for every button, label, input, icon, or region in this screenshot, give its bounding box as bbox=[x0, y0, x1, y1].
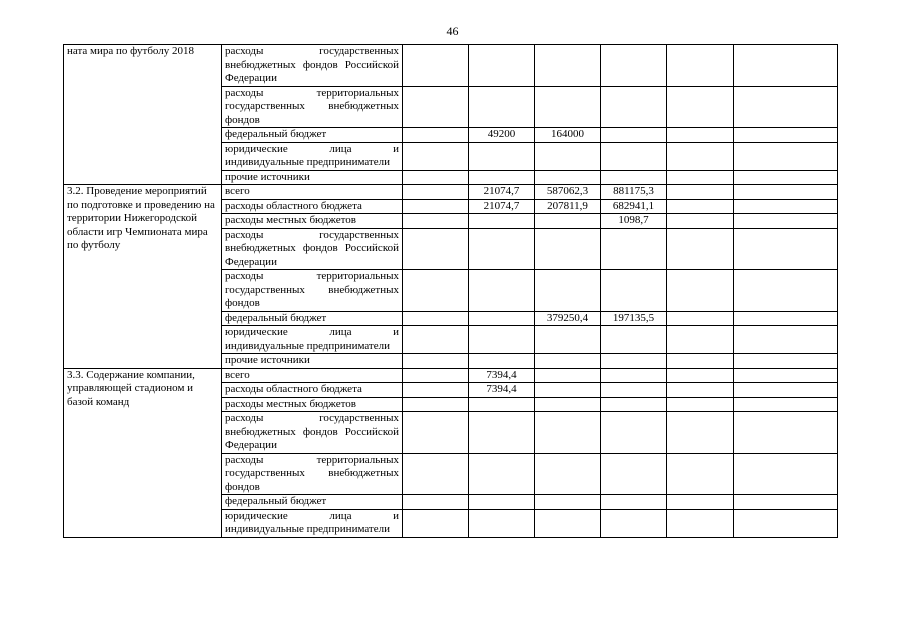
amount-cell: 21074,7 bbox=[469, 185, 535, 200]
amount-cell bbox=[403, 453, 469, 495]
amount-cell: 682941,1 bbox=[601, 199, 667, 214]
amount-cell bbox=[601, 228, 667, 270]
amount-cell bbox=[535, 214, 601, 229]
amount-cell bbox=[403, 128, 469, 143]
funding-source-cell: юридические лица и индивидуальные предприниматели bbox=[222, 142, 403, 170]
activity-cell: 3.3. Содержание компании, управляющей стадионом и базой команд bbox=[64, 368, 222, 537]
amount-cell bbox=[601, 326, 667, 354]
amount-cell bbox=[601, 170, 667, 185]
amount-cell bbox=[734, 86, 838, 128]
amount-cell bbox=[469, 311, 535, 326]
amount-cell bbox=[667, 128, 734, 143]
amount-cell bbox=[535, 326, 601, 354]
amount-cell bbox=[667, 495, 734, 510]
amount-cell: 7394,4 bbox=[469, 368, 535, 383]
amount-cell bbox=[469, 326, 535, 354]
funding-source-cell: расходы областного бюджета bbox=[222, 383, 403, 398]
amount-cell bbox=[403, 142, 469, 170]
amount-cell: 587062,3 bbox=[535, 185, 601, 200]
funding-source-cell: федеральный бюджет bbox=[222, 311, 403, 326]
funding-source-cell: расходы государственных внебюджетных фондов Российской Федерации bbox=[222, 412, 403, 454]
amount-cell bbox=[601, 453, 667, 495]
amount-cell bbox=[403, 199, 469, 214]
amount-cell: 881175,3 bbox=[601, 185, 667, 200]
amount-cell bbox=[667, 368, 734, 383]
amount-cell bbox=[601, 45, 667, 87]
amount-cell bbox=[469, 397, 535, 412]
amount-cell bbox=[734, 311, 838, 326]
funding-source-cell: юридические лица и индивидуальные предприниматели bbox=[222, 509, 403, 537]
amount-cell bbox=[601, 397, 667, 412]
amount-cell bbox=[601, 86, 667, 128]
amount-cell bbox=[734, 354, 838, 369]
amount-cell bbox=[667, 397, 734, 412]
amount-cell bbox=[734, 185, 838, 200]
amount-cell bbox=[601, 270, 667, 312]
amount-cell bbox=[403, 228, 469, 270]
amount-cell: 7394,4 bbox=[469, 383, 535, 398]
amount-cell bbox=[667, 412, 734, 454]
amount-cell bbox=[403, 383, 469, 398]
funding-source-cell: всего bbox=[222, 368, 403, 383]
funding-source-cell: федеральный бюджет bbox=[222, 128, 403, 143]
amount-cell bbox=[734, 412, 838, 454]
amount-cell bbox=[535, 354, 601, 369]
amount-cell bbox=[667, 45, 734, 87]
amount-cell bbox=[469, 354, 535, 369]
amount-cell bbox=[403, 214, 469, 229]
amount-cell bbox=[734, 453, 838, 495]
amount-cell bbox=[469, 412, 535, 454]
amount-cell bbox=[667, 228, 734, 270]
amount-cell bbox=[403, 509, 469, 537]
amount-cell bbox=[667, 311, 734, 326]
amount-cell bbox=[734, 214, 838, 229]
activity-cell: ната мира по футболу 2018 bbox=[64, 45, 222, 185]
amount-cell bbox=[734, 397, 838, 412]
amount-cell bbox=[403, 86, 469, 128]
amount-cell bbox=[535, 45, 601, 87]
amount-cell bbox=[734, 228, 838, 270]
table-body bbox=[64, 45, 838, 538]
amount-cell bbox=[535, 142, 601, 170]
funding-source-cell: расходы местных бюджетов bbox=[222, 214, 403, 229]
amount-cell bbox=[734, 142, 838, 170]
amount-cell bbox=[403, 170, 469, 185]
amount-cell bbox=[667, 86, 734, 128]
amount-cell bbox=[403, 397, 469, 412]
funding-source-cell: расходы территориальных государственных внебюджетных фондов bbox=[222, 86, 403, 128]
amount-cell bbox=[535, 270, 601, 312]
amount-cell bbox=[601, 509, 667, 537]
amount-cell bbox=[469, 509, 535, 537]
funding-source-cell: расходы государственных внебюджетных фондов Российской Федерации bbox=[222, 45, 403, 87]
amount-cell bbox=[667, 383, 734, 398]
amount-cell bbox=[734, 270, 838, 312]
amount-cell bbox=[601, 495, 667, 510]
funding-source-cell: прочие источники bbox=[222, 354, 403, 369]
amount-cell bbox=[734, 199, 838, 214]
table-row bbox=[64, 368, 838, 383]
amount-cell bbox=[667, 354, 734, 369]
amount-cell: 207811,9 bbox=[535, 199, 601, 214]
amount-cell bbox=[535, 453, 601, 495]
amount-cell bbox=[734, 509, 838, 537]
amount-cell bbox=[535, 397, 601, 412]
amount-cell bbox=[734, 128, 838, 143]
amount-cell bbox=[403, 270, 469, 312]
amount-cell bbox=[403, 45, 469, 87]
amount-cell bbox=[469, 228, 535, 270]
funding-source-cell: расходы областного бюджета bbox=[222, 199, 403, 214]
amount-cell bbox=[403, 326, 469, 354]
amount-cell: 21074,7 bbox=[469, 199, 535, 214]
amount-cell bbox=[403, 185, 469, 200]
funding-source-cell: юридические лица и индивидуальные предприниматели bbox=[222, 326, 403, 354]
table-row bbox=[64, 185, 838, 200]
amount-cell bbox=[535, 368, 601, 383]
amount-cell bbox=[469, 270, 535, 312]
amount-cell bbox=[601, 128, 667, 143]
amount-cell: 197135,5 bbox=[601, 311, 667, 326]
amount-cell bbox=[403, 412, 469, 454]
amount-cell bbox=[734, 495, 838, 510]
page-number: 46 bbox=[446, 24, 459, 38]
amount-cell bbox=[667, 214, 734, 229]
amount-cell: 1098,7 bbox=[601, 214, 667, 229]
amount-cell bbox=[535, 509, 601, 537]
amount-cell bbox=[667, 509, 734, 537]
funding-source-cell: расходы государственных внебюджетных фондов Российской Федерации bbox=[222, 228, 403, 270]
amount-cell bbox=[667, 199, 734, 214]
amount-cell bbox=[469, 453, 535, 495]
amount-cell bbox=[667, 170, 734, 185]
amount-cell bbox=[469, 86, 535, 128]
amount-cell bbox=[469, 214, 535, 229]
amount-cell bbox=[734, 170, 838, 185]
amount-cell bbox=[469, 142, 535, 170]
amount-cell bbox=[667, 270, 734, 312]
amount-cell bbox=[667, 326, 734, 354]
funding-source-cell: всего bbox=[222, 185, 403, 200]
amount-cell bbox=[601, 383, 667, 398]
amount-cell bbox=[734, 326, 838, 354]
amount-cell: 49200 bbox=[469, 128, 535, 143]
amount-cell bbox=[469, 170, 535, 185]
amount-cell bbox=[601, 368, 667, 383]
amount-cell bbox=[535, 170, 601, 185]
amount-cell bbox=[403, 368, 469, 383]
amount-cell bbox=[601, 142, 667, 170]
amount-cell bbox=[535, 412, 601, 454]
table-row bbox=[64, 45, 838, 87]
amount-cell bbox=[667, 142, 734, 170]
amount-cell bbox=[469, 495, 535, 510]
funding-source-cell: федеральный бюджет bbox=[222, 495, 403, 510]
funding-source-cell: прочие источники bbox=[222, 170, 403, 185]
amount-cell bbox=[734, 383, 838, 398]
funding-table bbox=[63, 44, 838, 538]
amount-cell bbox=[403, 354, 469, 369]
amount-cell bbox=[535, 228, 601, 270]
funding-source-cell: расходы территориальных государственных внебюджетных фондов bbox=[222, 453, 403, 495]
amount-cell bbox=[535, 86, 601, 128]
amount-cell bbox=[535, 495, 601, 510]
amount-cell bbox=[734, 45, 838, 87]
funding-source-cell: расходы местных бюджетов bbox=[222, 397, 403, 412]
funding-source-cell: расходы территориальных государственных внебюджетных фондов bbox=[222, 270, 403, 312]
amount-cell: 164000 bbox=[535, 128, 601, 143]
amount-cell bbox=[667, 185, 734, 200]
amount-cell bbox=[601, 354, 667, 369]
amount-cell bbox=[403, 311, 469, 326]
amount-cell bbox=[667, 453, 734, 495]
amount-cell bbox=[469, 45, 535, 87]
amount-cell: 379250,4 bbox=[535, 311, 601, 326]
amount-cell bbox=[601, 412, 667, 454]
amount-cell bbox=[734, 368, 838, 383]
amount-cell bbox=[403, 495, 469, 510]
activity-cell: 3.2. Проведение мероприятий по подготовке и проведению на территории Нижегородской области игр Чемпионата мира по футболу bbox=[64, 185, 222, 369]
amount-cell bbox=[535, 383, 601, 398]
